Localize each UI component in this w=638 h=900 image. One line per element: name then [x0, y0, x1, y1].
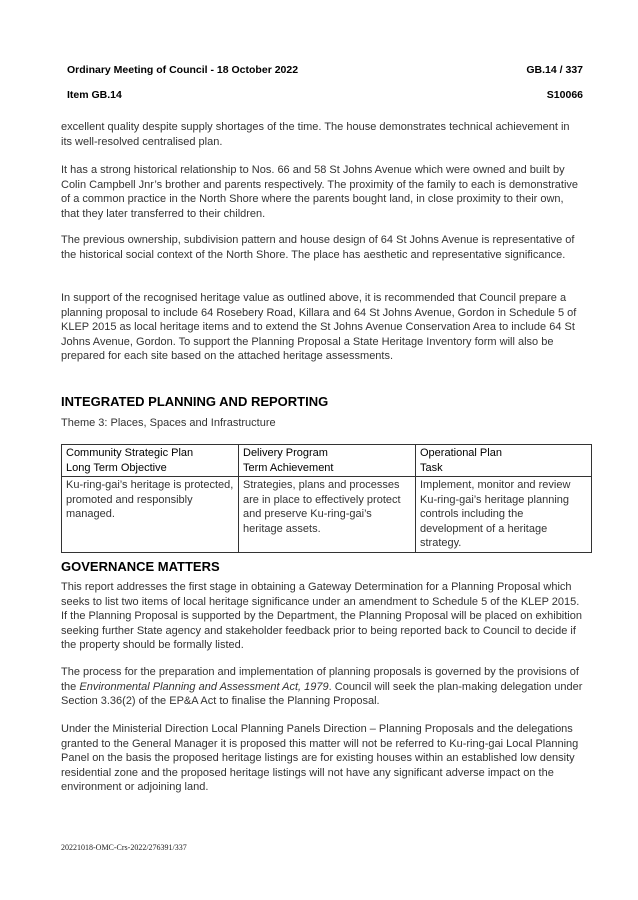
header-operational-plan — [416, 445, 592, 477]
header-line: Delivery Program — [243, 447, 328, 459]
table-cell: Ku-ring-gai’s heritage is protected, promoted and responsibly managed. — [62, 477, 239, 553]
header-delivery-program — [239, 445, 416, 477]
paragraph-recommendation: In support of the recognised heritage value as outlined above, it is recommended that Council prepare a planning proposal to include 64 Rosebery Road, Killara and 64 St Johns Avenue, Gordon in Schedule 5 of KLEP 2015 as local heritage items and to extend the St Johns Avenue Conservation Area to include 64 St Johns Avenue, Gordon. To support the Planning Proposal a State Heritage Inventory form will also be prepared for each site based on the attached heritage assessments. — [61, 292, 577, 362]
item-number: Item GB.14 — [67, 89, 122, 101]
process-text: The process for the preparation and implementation of planning proposals is governed by the provisions of the — [61, 666, 579, 693]
table-header-row — [62, 445, 592, 477]
paragraph-process — [61, 665, 583, 709]
table-cell: Implement, monitor and review Ku-ring-gai’s heritage planning controls including the development of a heritage strategy. — [416, 477, 592, 553]
paragraph-gateway: This report addresses the first stage in obtaining a Gateway Determination for a Planning Proposal which seeks to list two items of local heritage significance under an amendment to Schedule 5 of the KLEP 2015. If the Planning Proposal is supported by the Department, the Planning Proposal will be placed on exhibition seeking further State agency and stakeholder feedback prior to being reported back to Council to decide if the property should be formally listed. — [61, 581, 582, 651]
paragraph-delegation: Under the Ministerial Direction Local Planning Panels Direction – Planning Proposals and the delegations granted to the General Manager it is proposed this matter will not be referred to Ku-ring-gai Local Planning Panel on the basis the proposed heritage listings are for existing houses within an established low density residential zone and the proposed heritage listings will not have any significant adverse impact on the environment or adjoining land. — [61, 723, 579, 793]
act-title: Environmental Planning and Assessment Act, 1979 — [79, 680, 329, 693]
header-line: Operational Plan — [420, 447, 502, 459]
header-community-strategic-plan — [62, 445, 239, 477]
document-code: S10066 — [546, 89, 583, 101]
page-reference: GB.14 / 337 — [526, 64, 583, 76]
header-line: Long Term Objective — [66, 461, 167, 474]
paragraph-ownership: The previous ownership, subdivision pattern and house design of 64 St Johns Avenue is representative of the historical social context of the North Shore. The place has aesthetic and representative significance. — [61, 234, 575, 261]
process-text: . Council will seek the plan-making delegation under Section 3.36(2) of the EP&A Act to finalise the Planning Proposal. — [61, 680, 583, 707]
meeting-title: Ordinary Meeting of Council - 18 October 2022 — [67, 64, 299, 76]
table-row — [62, 477, 592, 553]
planning-table — [61, 444, 592, 553]
paragraph-history: It has a strong historical relationship to Nos. 66 and 58 St Johns Avenue which were owned and built by Colin Campbell Jnr’s brother and parents respectively. The proximity of the family to each is demonstrative of a common practice in the North Shore where the parents bought land, in close proximity to their own, that they later transferred to their children. — [61, 164, 579, 220]
header-line: Task — [420, 461, 443, 474]
header-line: Term Achievement — [243, 461, 334, 474]
table-cell: Strategies, plans and processes are in place to effectively protect and preserve Ku-ring-gai’s heritage assets. — [239, 477, 416, 553]
governance-heading: GOVERNANCE MATTERS — [61, 559, 220, 574]
theme-label: Theme 3: Places, Spaces and Infrastructure — [61, 417, 276, 429]
integrated-planning-heading: INTEGRATED PLANNING AND REPORTING — [61, 394, 329, 409]
footer-reference: 20221018-OMC-Crs-2022/276391/337 — [61, 843, 187, 852]
paragraph-quality: excellent quality despite supply shortages of the time. The house demonstrates technical achievement in its well-resolved centralised plan. — [61, 121, 570, 148]
header-line: Community Strategic Plan — [66, 447, 194, 459]
